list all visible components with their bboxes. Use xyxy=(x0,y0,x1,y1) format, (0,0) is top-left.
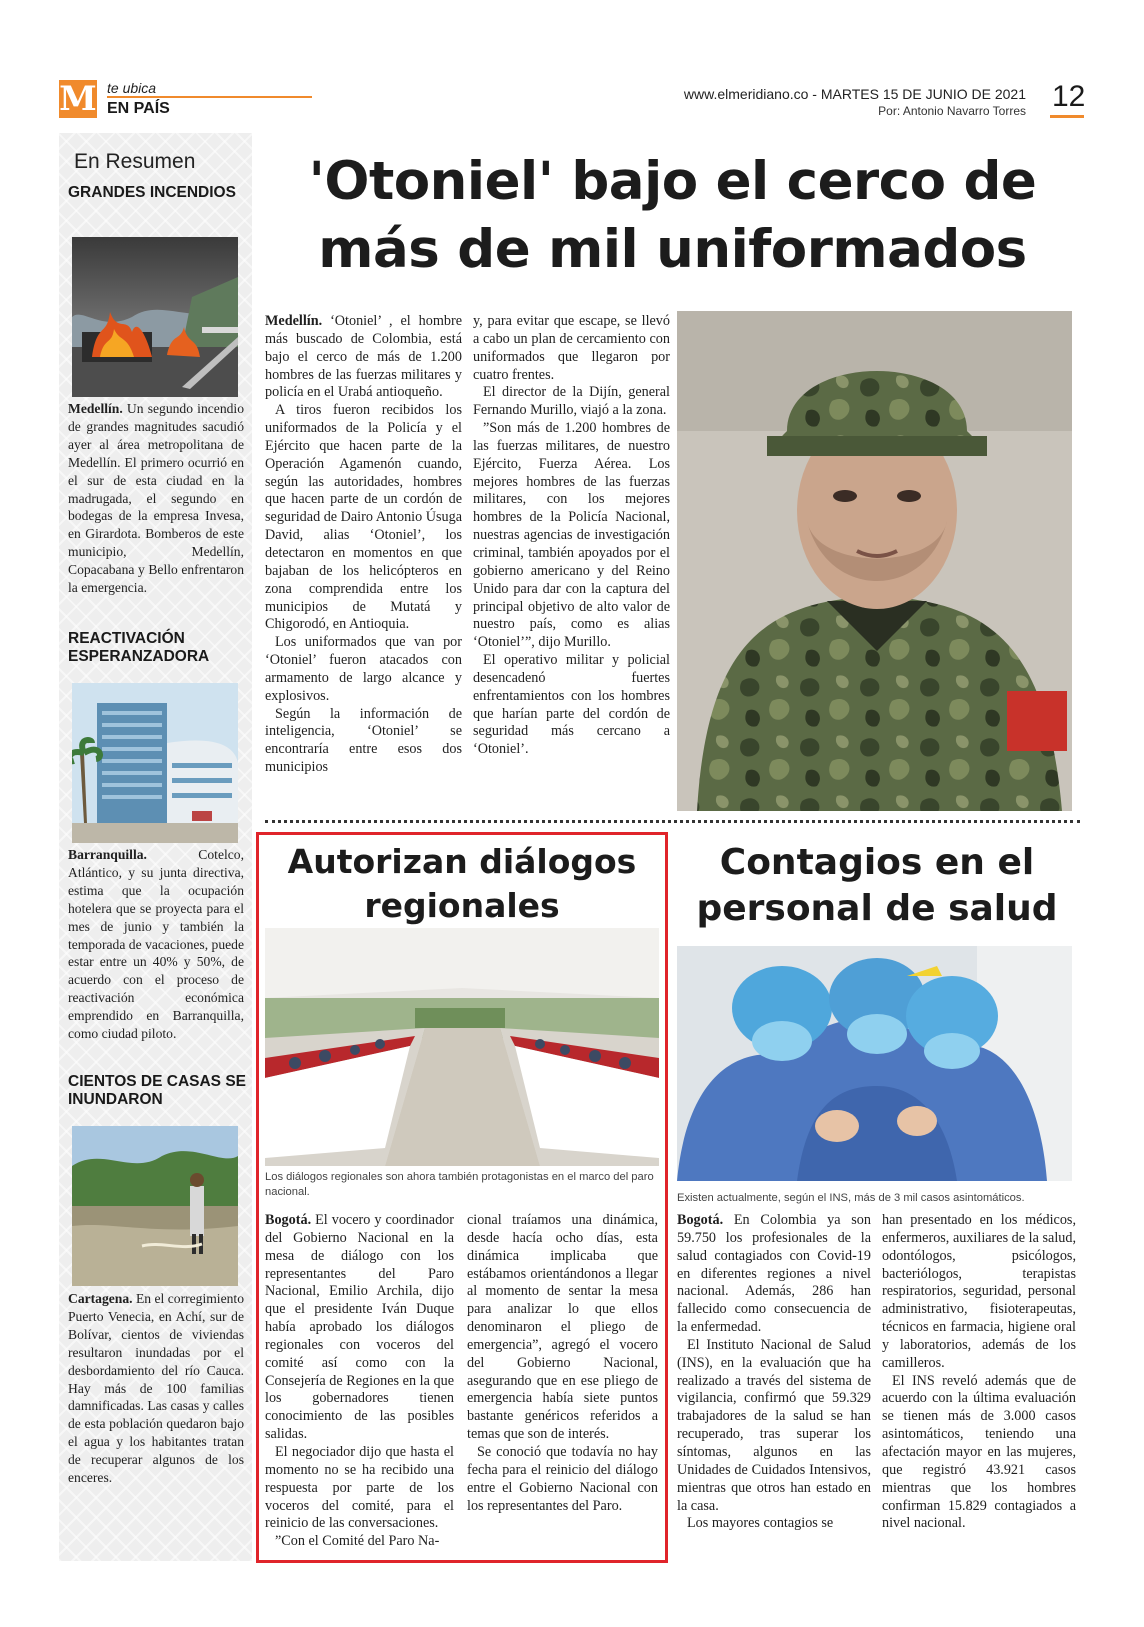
dialogos-column-1 xyxy=(265,1212,454,1551)
paragraph: A tiros fueron recibidos los uniformados de la Policía y el Ejército que hacen parte de la Operación Agamenón cuando, según las autoridades, hombres que hacen parte de un cordón de seguridad de Dairo Antonio Úsuga David, alias ‘Otoniel’, los detectaron en momentos en que bajaban de los helicópteros en zona comprendida entre los municipios de Mutatá y Chigorodó, en Antioquia. xyxy=(265,402,463,633)
main-article-column-2 xyxy=(473,313,670,759)
paragraph-text: El vocero y coordinador del Gobierno Nacional en la mesa de diálogo con los representantes del Paro Nacional, Emilio Archila, dijo que el presidente Iván Duque había aprobado los diálogos regionales con voceros del comité así como con la Consejería de Regiones en la que los gobernadores tienen conocimiento de las posibles salidas. xyxy=(265,1212,454,1443)
contagios-photo xyxy=(677,946,1072,1181)
hotel-photo xyxy=(72,683,238,843)
section-name: EN PAÍS xyxy=(107,100,170,117)
fire-photo xyxy=(72,237,238,397)
paragraph: y, para evitar que escape, se llevó a cabo un plan de cercamiento con uniformados que llegaron por cuatro frentes. xyxy=(473,313,670,383)
sidebar-title: En Resumen xyxy=(74,150,196,173)
page-number-rule xyxy=(1050,115,1084,118)
paragraph: Los mayores contagios se xyxy=(687,1515,834,1532)
paragraph: Los uniformados que van por ‘Otoniel’ fueron atacados con armamento de largo alcance y explosivos. xyxy=(265,634,462,704)
paragraph: El director de la Dijín, general Fernando Murillo, viajó a la zona. xyxy=(473,384,670,419)
sidebar-lead-incendios: Medellín. xyxy=(68,401,123,416)
page-number: 12 xyxy=(1052,80,1086,113)
dialogos-headline: Autorizan diálogos regionales xyxy=(287,842,637,925)
sidebar-lead-casas: Cartagena. xyxy=(68,1291,133,1306)
sidebar-heading-reactivacion: REACTIVACIÓN ESPERANZADORA xyxy=(68,630,210,665)
dateline: www.elmeridiano.co - MARTES 15 DE JUNIO DE 2021 xyxy=(683,86,1026,102)
paragraph-text: En Colombia ya son 59.750 los profesionales de la salud contagiados con Covid-19 en diferentes regiones a nivel nacional. Además, 286 han fallecido como consecuencia de la enfermedad. xyxy=(677,1212,871,1336)
contagios-column-2 xyxy=(882,1212,1076,1533)
article-lead: Bogotá. xyxy=(265,1212,312,1228)
logo[interactable]: M xyxy=(59,79,97,119)
dialogos-column-2 xyxy=(467,1212,658,1515)
sidebar-body-reactivacion: Cotelco, Atlántico, y su junta directiva, estima que la ocupación hotelera que se proyecta para el mes de junio y también la temporada de vacaciones, puede estar entre un 40% y 50%, de acuerdo con el proceso de reactivación económica emprendido en Barranquilla, como ciudad piloto. xyxy=(68,847,244,1042)
otoniel-photo xyxy=(677,311,1072,811)
paragraph xyxy=(677,1212,871,1337)
contagios-caption: Existen actualmente, según el INS, más de 3 mil casos asintomáticos. xyxy=(677,1192,1025,1204)
sidebar-text-incendios xyxy=(68,400,244,597)
paragraph: Se conoció que todavía no hay fecha para el reinicio del diálogo entre el Gobierno Nacional con los representantes del Paro. xyxy=(467,1443,658,1514)
section-divider xyxy=(265,820,1080,824)
paragraph: han presentado en los médicos, enfermeros, auxiliares de la salud, odontólogos, psicólogos, bacteriólogos, terapistas respiratorios, seguridad, personal administrativo, fisioterapeutas, técnicos en farmacia, higiene oral y laboratorios, además de los camilleros. xyxy=(882,1212,1076,1371)
dialogos-caption: Los diálogos regionales son ahora también protagonistas en el marco del paro nacional. xyxy=(265,1171,654,1198)
paragraph xyxy=(265,1212,454,1444)
flood-photo xyxy=(72,1126,238,1286)
sidebar-body-casas: En el corregimiento Puerto Venecia, en Achí, sur de Bolívar, cientos de viviendas resultaron inundadas por el desbordamiento del río Cauca. Hay más de 100 familias damnificadas. Las casas y calles de esta población quedaron bajo el agua y los habitantes tratan de recuperar algunos de los enceres. xyxy=(68,1291,244,1486)
dialogos-photo xyxy=(265,928,659,1166)
paragraph-text: ‘Otoniel’ , el hombre más buscado de Colombia, está bajo el cerco de más de 1.200 hombres de las fuerzas militares y policía en el Urabá antioqueño. xyxy=(265,313,462,401)
paragraph: ”Son más de 1.200 hombres de las fuerzas militares, de nuestro Ejército, Fuerza Aérea. Los mejores hombres de las fuerzas militares, con los mejores hombres de la Policía Nacional, nuestras agencias de investigación criminal, también apoyados por el gobierno americano y del Reino Unido para dar con la captura del principal objetivo de alto valor de nuestro país, como es alias ‘Otoniel’”, dijo Murillo. xyxy=(473,420,670,651)
paragraph: ”Con el Comité del Paro Na- xyxy=(275,1533,440,1550)
contagios-column-1 xyxy=(677,1212,871,1533)
sidebar-heading-casas: CIENTOS DE CASAS SE INUNDARON xyxy=(68,1073,247,1108)
section-kicker: te ubica xyxy=(107,80,157,96)
main-headline: 'Otoniel' bajo el cerco de más de mil uniformados xyxy=(308,151,1037,280)
paragraph: cional traíamos una dinámica, desde hacía ocho días, esta dinámica implicaba que estábamos orientándonos a llegar al momento de sentar la mesa para analizar lo que ellos denominaron el pliego de emergencia”, agregó el vocero del Gobierno Nacional, asegurando que en ese pliego de emergencia había siete puntos bastante genéricos referidos a temas que son de interés. xyxy=(467,1212,658,1443)
contagios-headline: Contagios en el personal de salud xyxy=(696,842,1058,929)
paragraph: El Instituto Nacional de Salud (INS), en la evaluación que ha realizado a través del sistema de vigilancia, confirmó que 59.329 trabajadores de la salud se han recuperado, tras superar los síntomas, algunos en las Unidades de Cuidados Intensivos, mientras que otros han estado en la casa. xyxy=(677,1336,871,1514)
article-lead: Medellín. xyxy=(265,313,323,329)
paragraph: El negociador dijo que hasta el momento no se ha recibido una respuesta por parte de los voceros del comité, para el reinicio de las conversaciones. xyxy=(265,1443,454,1532)
sidebar-text-casas xyxy=(68,1290,244,1487)
main-article-column-1 xyxy=(265,313,462,777)
paragraph xyxy=(265,313,462,402)
article-lead: Bogotá. xyxy=(677,1212,724,1228)
byline: Por: Antonio Navarro Torres xyxy=(878,104,1026,118)
sidebar-body-incendios: Un segundo incendio de grandes magnitudes sacudió ayer al área metropolitana de Medellín. El primero ocurrió en el sur de esta ciudad en la madrugada, el segundo en bodegas de la empresa Invesa, en Girardota. Bomberos de este municipio, Medellín, Copacabana y Bello enfrentaron la emergencia. xyxy=(68,401,244,596)
header-rule xyxy=(107,96,312,98)
paragraph: El INS reveló además que de acuerdo con la última evaluación se tienen más de 3.000 casos asintomáticos, teniendo una afectación mayor en las mujeres, que registró 43.921 casos mientras que los hombres confirman 15.829 contagiados a nivel nacional. xyxy=(882,1372,1076,1532)
sidebar-text-reactivacion xyxy=(68,846,244,1043)
sidebar-lead-reactivacion: Barranquilla. xyxy=(68,847,147,862)
paragraph: El operativo militar y policial desencadenó fuertes enfrentamientos con los hombres que harían parte del cordón de seguridad más cercano a ‘Otoniel’. xyxy=(473,652,670,758)
sidebar-heading-incendios: GRANDES INCENDIOS xyxy=(68,184,236,201)
paragraph: Según la información de inteligencia, ‘Otoniel’ se encontraría entre esos dos municipios xyxy=(265,705,462,776)
